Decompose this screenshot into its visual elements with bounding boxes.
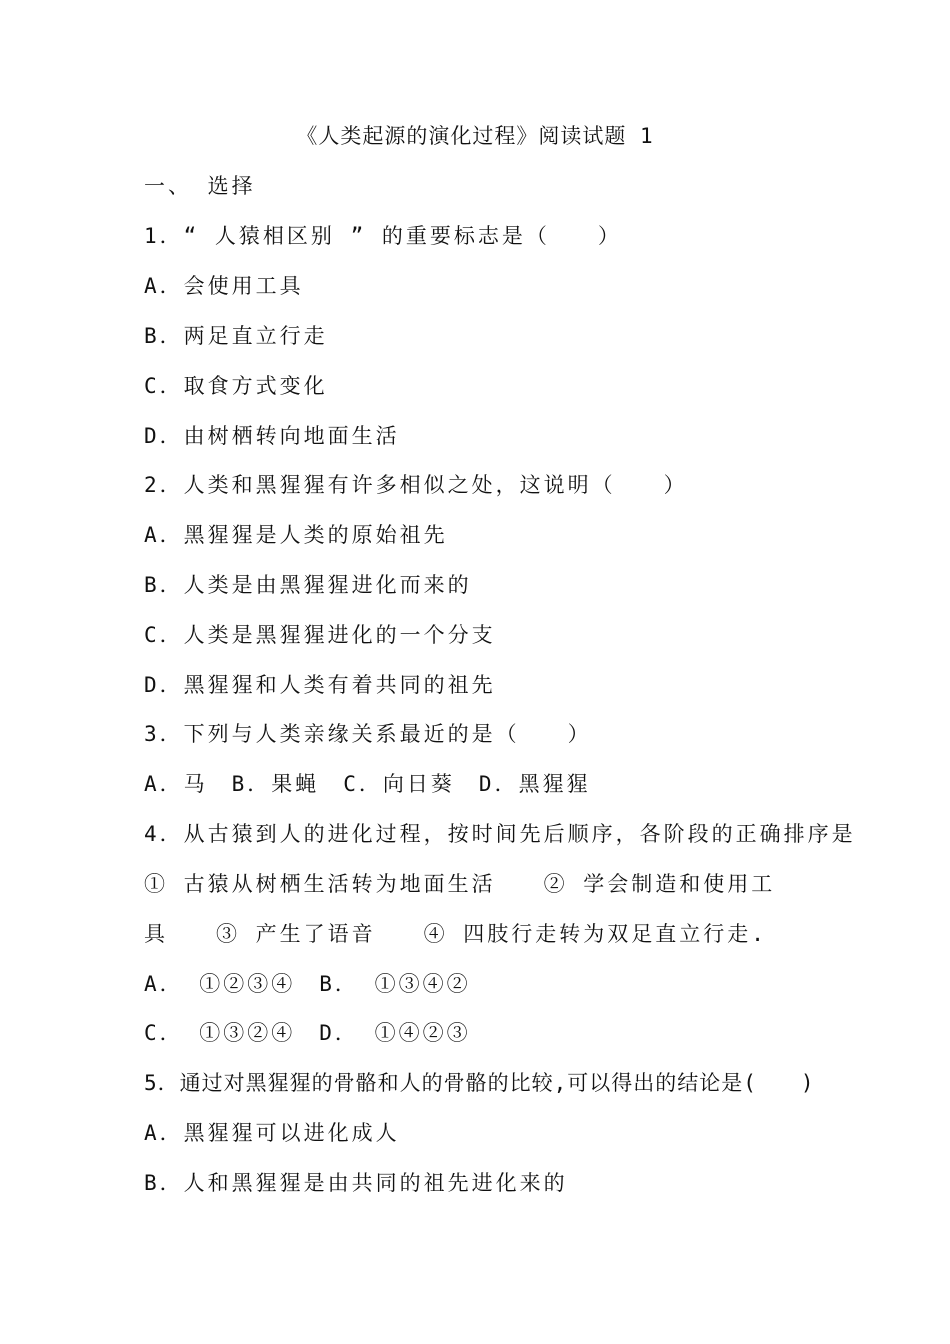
question-5: 5．通过对黑猩猩的骨骼和人的骨骼的比较,可以得出的结论是( ) [144,1071,815,1095]
question-4-stages-line-1: ① 古猿从树栖生活转为地面生活 ② 学会制造和使用工 [144,872,776,896]
question-2-option-c: C．人类是黑猩猩进化的一个分支 [144,623,496,647]
question-4-options-cd: C． ①③②④ D． ①④②③ [144,1021,471,1045]
question-2-option-d: D．黑猩猩和人类有着共同的祖先 [144,673,496,697]
question-1-option-c: C．取食方式变化 [144,374,328,398]
question-1: 1．“ 人猿相区别 ” 的重要标志是（ ） [144,224,622,248]
question-2: 2．人类和黑猩猩有许多相似之处，这说明（ ） [144,473,688,497]
question-3-options: A．马 B．果蝇 C．向日葵 D．黑猩猩 [144,772,591,796]
question-1-option-d: D．由树栖转向地面生活 [144,424,400,448]
question-5-option-a: A．黑猩猩可以进化成人 [144,1121,400,1145]
page-title: 《人类起源的演化过程》阅读试题 1 [296,124,654,148]
question-1-option-a: A．会使用工具 [144,274,304,298]
question-4-stages-line-2: 具 ③ 产生了语音 ④ 四肢行走转为双足直立行走. [144,922,767,946]
question-5-option-b: B．人和黑猩猩是由共同的祖先进化来的 [144,1171,568,1195]
question-1-option-b: B．两足直立行走 [144,324,328,348]
question-3: 3．下列与人类亲缘关系最近的是（ ） [144,722,592,746]
section-heading: 一、 选择 [144,174,256,198]
question-2-option-b: B．人类是由黑猩猩进化而来的 [144,573,472,597]
question-4-options-ab: A． ①②③④ B． ①③④② [144,972,471,996]
question-4: 4．从古猿到人的进化过程，按时间先后顺序，各阶段的正确排序是 [144,822,856,846]
question-2-option-a: A．黑猩猩是人类的原始祖先 [144,523,448,547]
